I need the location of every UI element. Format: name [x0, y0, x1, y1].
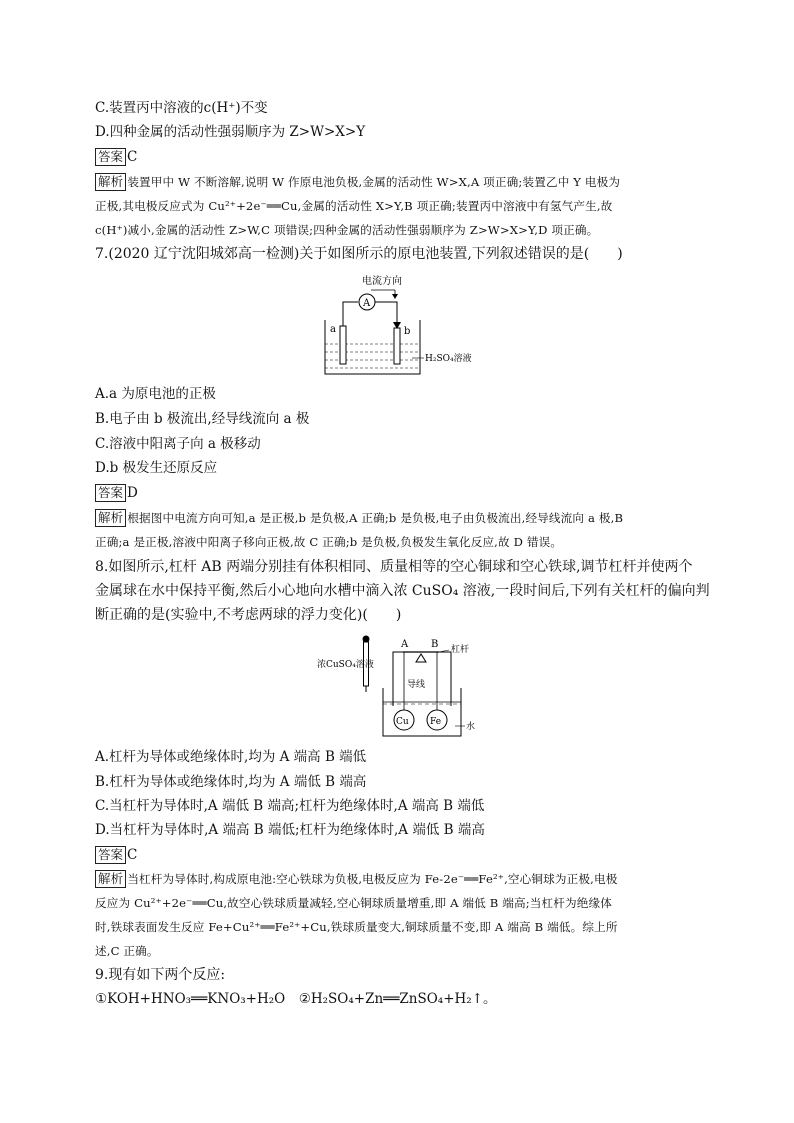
answer-tag: 答案 [95, 148, 126, 166]
explanation-q8-line2: 反应为 Cu²⁺+2e⁻══Cu,故空心铁球质量减轻,空心铜球质量增重,即 A 端低 B 端高;当杠杆为绝缘体 [95, 896, 613, 910]
question-7: 7.(2020 辽宁沈阳城郊高一检测)关于如图所示的原电池装置,下列叙述错误的是( ) [95, 246, 623, 262]
explanation-q7-line2: 正确;a 是正极,溶液中阳离子移向正极,故 C 正确;b 是负极,负极发生氧化反应,故 D 错误。 [95, 535, 563, 549]
figure-galvanic-cell [320, 270, 520, 380]
option-a-q8: A.杠杆为导体或绝缘体时,均为 A 端高 B 端低 [95, 749, 367, 765]
option-c-q8: C.当杠杆为导体时,A 端低 B 端高;杠杆为绝缘体时,A 端高 B 端低 [95, 798, 485, 814]
question-9: 9.现有如下两个反应: [95, 967, 226, 983]
answer-tag: 答案 [95, 846, 126, 864]
explanation-tag: 解析 [95, 173, 126, 191]
option-d-q7: D.b 极发生还原反应 [95, 460, 218, 476]
cuso4-label: 浓CuSO₄溶液 [317, 660, 374, 670]
electrode-a [340, 326, 346, 364]
option-b-q8: B.杠杆为导体或绝缘体时,均为 A 端低 B 端高 [95, 774, 367, 790]
explanation-q7-line1: 解析 根据图中电流方向可知,a 是正极,b 是负极,A 正确;b 是负极,电子由负极流出,经导线流向 a 极,B [95, 508, 623, 528]
fe-label: Fe [430, 717, 442, 727]
question-8-line2: 金属球在水中保持平衡,然后小心地向水槽中滴入浓 CuSO₄ 溶液,一段时间后,下列有关杠杆的偏向判 [95, 583, 710, 599]
explanation-q8-line1: 解析 当杠杆为导体时,构成原电池:空心铁球为负极,电极反应为 Fe-2e⁻══Fe²⁺,空心铜球为正极,电极 [95, 869, 617, 889]
explanation-q8-line3: 时,铁球表面发生反应 Fe+Cu²⁺══Fe²⁺+Cu,铁球质量变大,铜球质量不变,即 A 端高 B 端低。综上所 [95, 920, 618, 934]
ammeter-label: A [363, 298, 371, 309]
answer-tag: 答案 [95, 484, 126, 502]
label-a: a [330, 324, 336, 335]
figure-lever-apparatus [315, 632, 505, 742]
explanation-tag: 解析 [95, 509, 126, 527]
answer-q6 [95, 147, 137, 167]
cu-label: Cu [396, 717, 409, 727]
explanation-tag: 解析 [95, 870, 126, 888]
explanation-q6-line2: 正极,其电极反应式为 Cu²⁺+2e⁻══Cu,金属的活动性 X>Y,B 项正确;装置丙中溶液中有氢气产生,故 [95, 199, 613, 213]
question-8-line1: 8.如图所示,杠杆 AB 两端分别挂有体积相同、质量相等的空心铜球和空心铁球,调节杠杆并使两个 [95, 559, 693, 575]
answer-q8 [95, 845, 137, 865]
option-c-q6: C.装置丙中溶液的c(H⁺)不变 [95, 100, 268, 116]
wire-label: 导线 [407, 680, 426, 690]
current-direction-label: 电流方向 [362, 276, 402, 287]
explanation-q6-line3: c(H⁺)减小,金属的活动性 Z>W,C 项错误;四种金属的活动性强弱顺序为 Z>W>X>Y,D 项正确。 [95, 223, 599, 237]
label-B: B [431, 639, 439, 650]
option-c-q7: C.溶液中阳离子向 a 极移动 [95, 436, 261, 452]
question-9-reactions: ①KOH+HNO₃══KNO₃+H₂O ②H₂SO₄+Zn══ZnSO₄+H₂↑。 [95, 991, 497, 1007]
question-8-line3: 断正确的是(实验中,不考虑两球的浮力变化)( ) [95, 607, 402, 623]
option-d-q6: D.四种金属的活动性强弱顺序为 Z>W>X>Y [95, 124, 366, 140]
explanation-q6-line1: 解析 装置甲中 W 不断溶解,说明 W 作原电池负极,金属的活动性 W>X,A 项正确;装置乙中 Y 电极为 [95, 172, 620, 192]
fulcrum [416, 654, 426, 662]
answer-value: D [127, 485, 138, 501]
lever-label: 杠杆 [451, 645, 470, 655]
dropper-bulb [363, 636, 370, 643]
water-tank [383, 688, 461, 736]
electrode-b [394, 328, 400, 364]
answer-q7 [95, 483, 138, 503]
solution-label: H₂SO₄溶液 [425, 354, 472, 364]
option-d-q8: D.当杠杆为导体时,A 端高 B 端低;杠杆为绝缘体时,A 端低 B 端高 [95, 822, 485, 838]
label-A: A [401, 639, 409, 650]
label-b: b [404, 326, 411, 337]
option-a-q7: A.a 为原电池的正极 [95, 386, 216, 402]
answer-value: C [127, 847, 138, 863]
answer-value: C [127, 149, 138, 165]
explanation-q8-line4: 述,C 正确。 [95, 944, 159, 958]
water-label: 水 [466, 722, 476, 732]
option-b-q7: B.电子由 b 极流出,经导线流向 a 极 [95, 411, 310, 427]
